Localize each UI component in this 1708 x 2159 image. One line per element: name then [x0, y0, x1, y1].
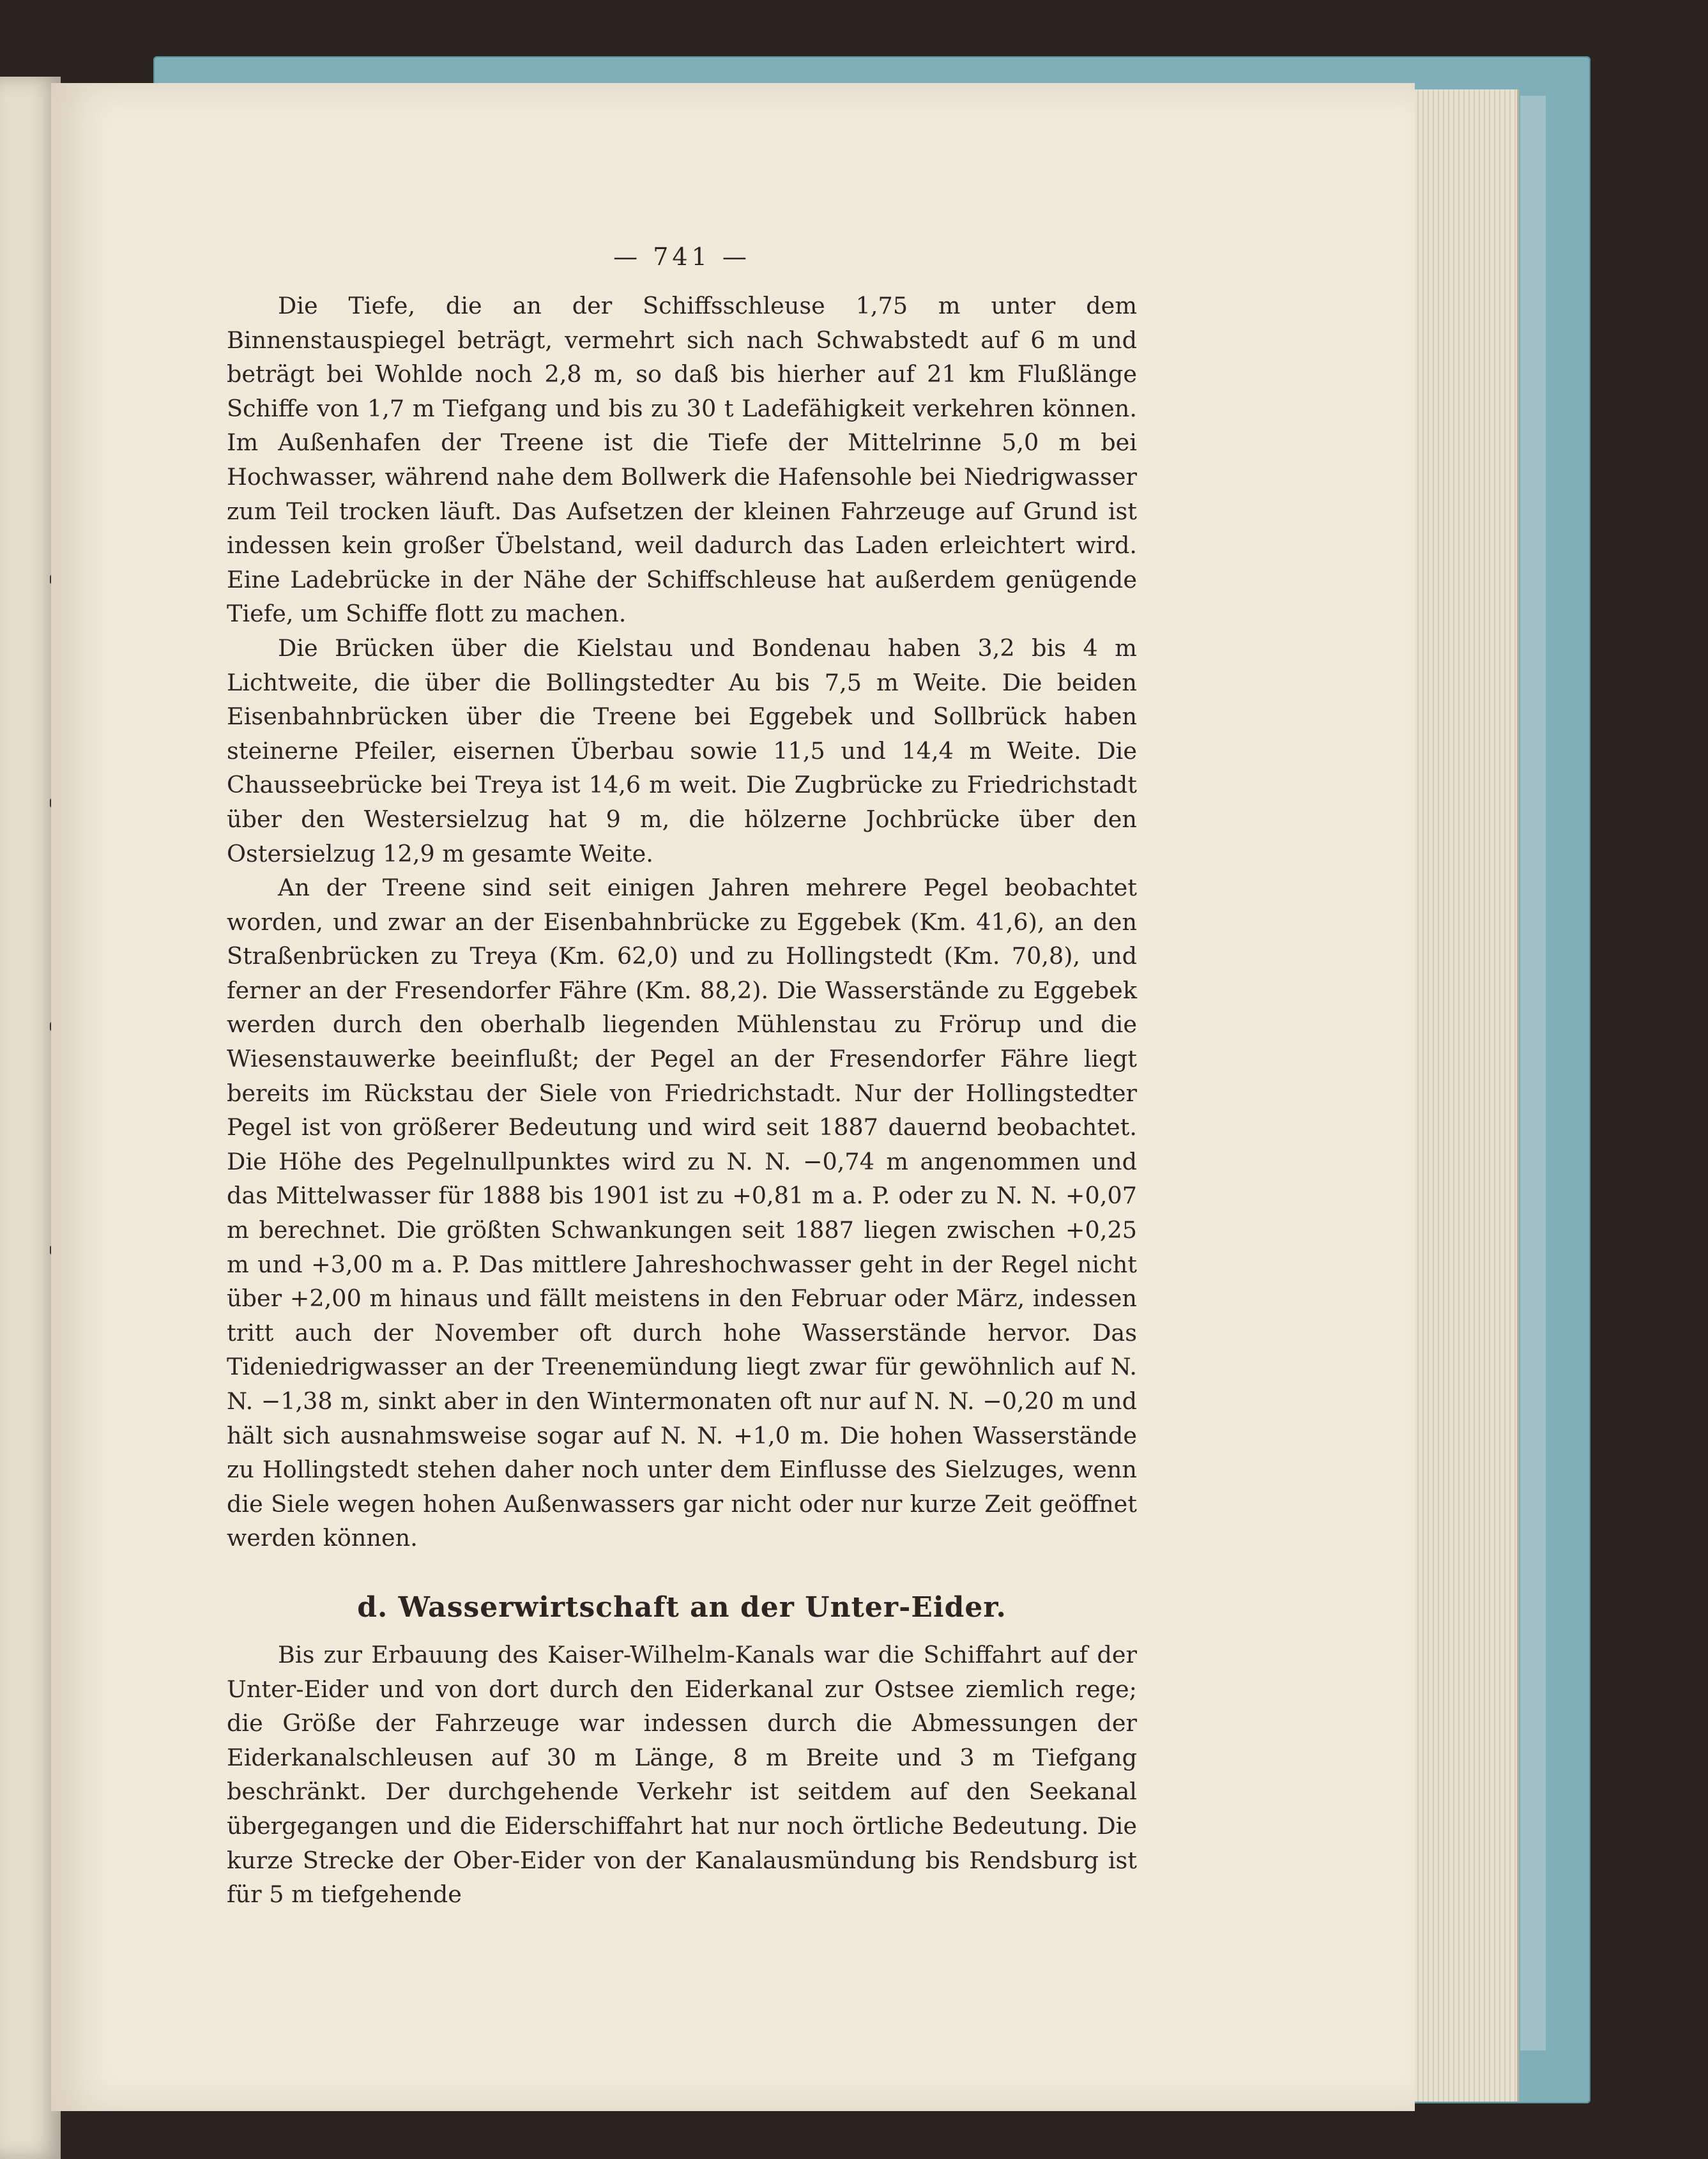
section-heading: d. Wasserwirtschaft an der Unter-Eider.	[357, 1591, 1007, 1624]
paragraph-bridges: Die Brücken über die Kielstau und Bondenau haben 3,2 bis 4 m Lichtweite, die über die Bollingstedter Au bis 7,5 m Weite. Die beiden Eisenbahnbrücken über die Treene bei Eggebek und Sollbrück haben steinerne Pfeiler, eisernen Überbau sowie 11,5 und 14,4 m Weite. Die Chausseebrücke bei Treya ist 14,6 m weit. Die Zugbrücke zu Friedrichstadt über den Westersielzug hat 9 m, die hölzerne Jochbrücke über den Ostersielzug 12,9 m gesamte Weite.	[227, 634, 1137, 867]
paragraph-unter-eider: Bis zur Erbauung des Kaiser-Wilhelm-Kanals war die Schiffahrt auf der Unter-Eider und von dort durch den Eiderkanal zur Ostsee ziemlich rege; die Größe der Fahrzeuge war indessen durch die Abmessungen der Eiderkanalschleusen auf 30 m Länge, 8 m Breite und 3 m Tiefgang beschränkt. Der durchgehende Verkehr ist seitdem auf den Seekanal übergegangen und die Eiderschiffahrt hat nur noch örtliche Bedeutung. Die kurze Strecke der Ober-Eider von der Kanalausmündung bis Rendsburg ist für 5 m tiefgehende	[227, 1640, 1137, 1909]
paragraph-gauges: An der Treene sind seit einigen Jahren mehrere Pegel beobachtet worden, und zwar an der Eisenbahnbrücke zu Eggebek (Km. 41,6), an den Straßenbrücken zu Treya (Km. 62,0) und zu Hollingstedt (Km. 70,8), und ferner an der Fresendorfer Fähre (Km. 88,2). Die Wasserstände zu Eggebek werden durch den oberhalb liegenden Mühlenstau zu Frörup und die Wiesenstauwerke beeinflußt; der Pegel an der Fresendorfer Fähre liegt bereits im Rückstau der Siele von Friedrichstadt. Nur der Hollingstedter Pegel ist von größerer Bedeutung und wird seit 1887 dauernd beobachtet. Die Höhe des Pegelnullpunktes wird zu N. N. −0,74 m angenommen und das Mittelwasser für 1888 bis 1901 ist zu +0,81 m a. P. oder zu N. N. +0,07 m berechnet. Die größten Schwankungen seit 1887 liegen zwischen +0,25 m und +3,00 m a. P. Das mittlere Jahreshochwasser geht in der Regel nicht über +2,00 m hinaus und fällt meistens in den Februar oder März, indessen tritt auch der November oft durch hohe Wasserstände hervor. Das Tideniedrigwasser an der Treenemündung liegt zwar für gewöhnlich auf N. N. −1,38 m, sinkt aber in den Wintermonaten oft nur auf N. N. −0,20 m und hält sich ausnahmsweise sogar auf N. N. +1,0 m. Die hohen Wasserstände zu Hollingstedt stehen daher noch unter dem Einflusse des Sielzuges, wenn die Siele wegen hohen Außenwassers gar nicht oder nur kurze Zeit geöffnet werden können.	[227, 874, 1137, 1552]
book-cover-edge	[1520, 96, 1546, 2050]
page-content	[227, 243, 1137, 1912]
page-number: — 741 —	[613, 243, 751, 271]
page-stack-edge	[1408, 89, 1519, 2102]
paragraph-treene-depth: Die Tiefe, die an der Schiffsschleuse 1,75 m unter dem Binnenstauspiegel beträgt, vermehrt sich nach Schwabstedt auf 6 m und beträgt bei Wohlde noch 2,8 m, so daß bis hierher auf 21 km Flußlänge Schiffe von 1,7 m Tiefgang und bis zu 30 t Ladefähigkeit verkehren können. Im Außenhafen der Treene ist die Tiefe der Mittelrinne 5,0 m bei Hochwasser, während nahe dem Bollwerk die Hafensohle bei Niedrigwasser zum Teil trocken läuft. Das Aufsetzen der kleinen Fahrzeuge auf Grund ist indessen kein großer Übelstand, weil dadurch das Laden erleichtert wird. Eine Ladebrücke in der Nähe der Schiffschleuse hat außerdem genügende Tiefe, um Schiffe flott zu machen.	[227, 292, 1137, 628]
